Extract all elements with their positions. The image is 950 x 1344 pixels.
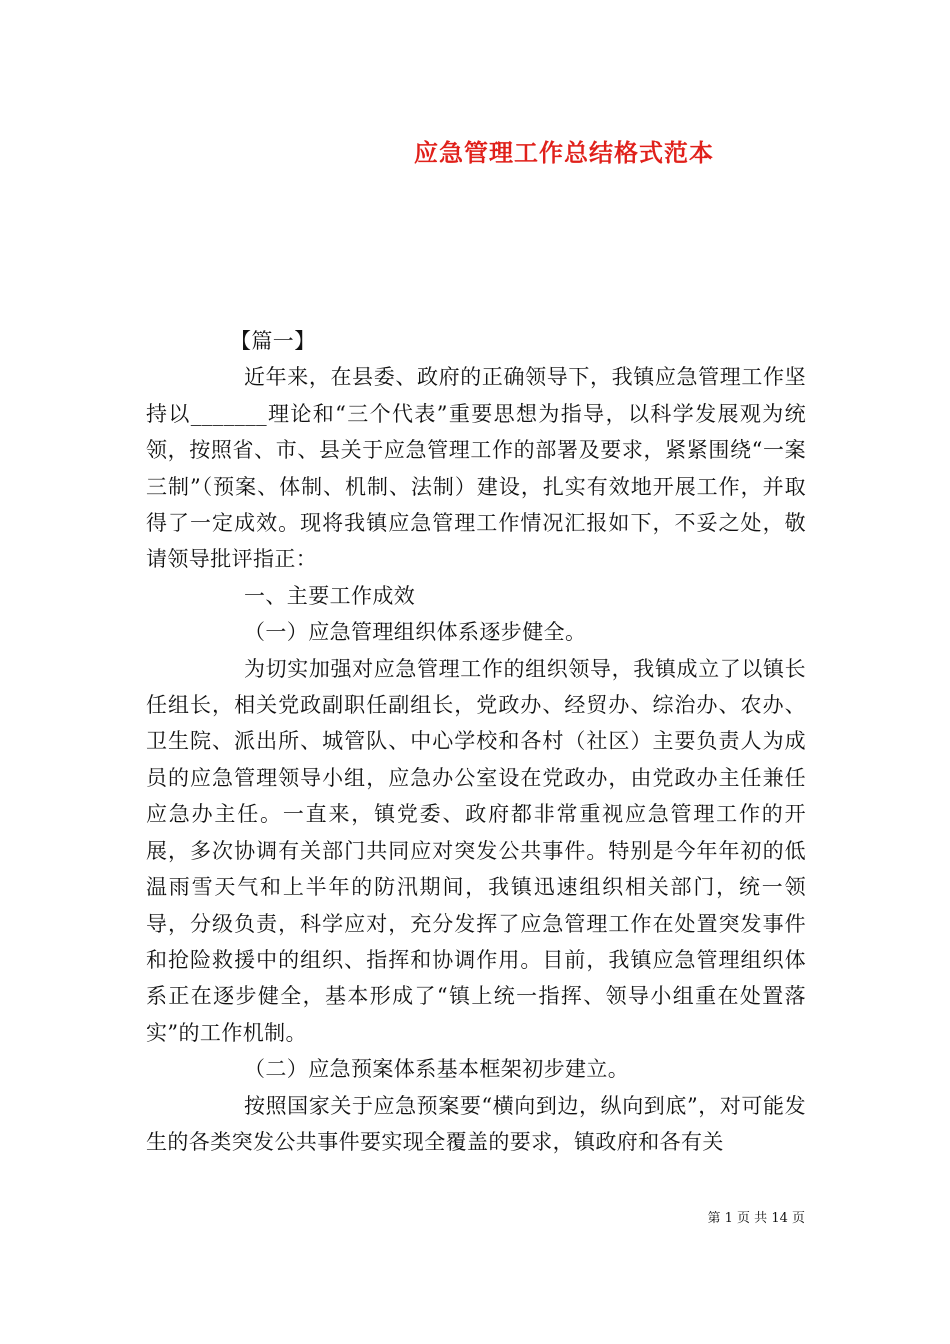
document-title: 应急管理工作总结格式范本 bbox=[414, 138, 714, 167]
subheading-organization: （一）应急管理组织体系逐步健全。 bbox=[244, 620, 587, 645]
paragraph: 为切实加强对应急管理工作的组织领导，我镇成立了以镇长任组长，相关党政副职任副组长，党政办、经贸办、综治办、农办、卫生院、派出所、城管队、中心学校和各村（社区）主要负责人为成员的应急管理领导小组，应急办公室设在党政办，由党政办主任兼任应急办主任。一直来，镇党委、政府都非常重视应急管理工作的开展，多次协调有关部门共同应对突发公共事件。特别是今年年初的低温雨雪天气和上半年的防汛期间，我镇迅速组织相关部门，统一领导，分级负责，科学应对，充分发挥了应急管理工作在处置突发事件和抢险救援中的组织、指挥和协调作用。目前，我镇应急管理组织体系正在逐步健全，基本形成了“镇上统一指挥、领导小组重在处置落实”的工作机制。 bbox=[146, 656, 806, 1045]
document-body bbox=[146, 323, 806, 1160]
heading-main-achievements: 一、主要工作成效 bbox=[244, 583, 416, 608]
page-number-footer: 第 1 页 共 14 页 bbox=[707, 1211, 805, 1226]
subheading-plan-system: （二）应急预案体系基本框架初步建立。 bbox=[244, 1057, 630, 1082]
paragraph: 按照国家关于应急预案要“横向到边，纵向到底”，对可能发生的各类突发公共事件要实现全覆盖的要求，镇政府和各有关 bbox=[146, 1093, 806, 1154]
section-label: 【篇一】 bbox=[230, 329, 316, 353]
paragraph: 近年来，在县委、政府的正确领导下，我镇应急管理工作坚持以_______理论和“三个代表”重要思想为指导，以科学发展观为统领，按照省、市、县关于应急管理工作的部署及要求，紧紧围绕“一案三制”（预案、体制、机制、法制）建设，扎实有效地开展工作，并取得了一定成效。现将我镇应急管理工作情况汇报如下，不妥之处，敬请领导批评指正： bbox=[146, 365, 806, 572]
